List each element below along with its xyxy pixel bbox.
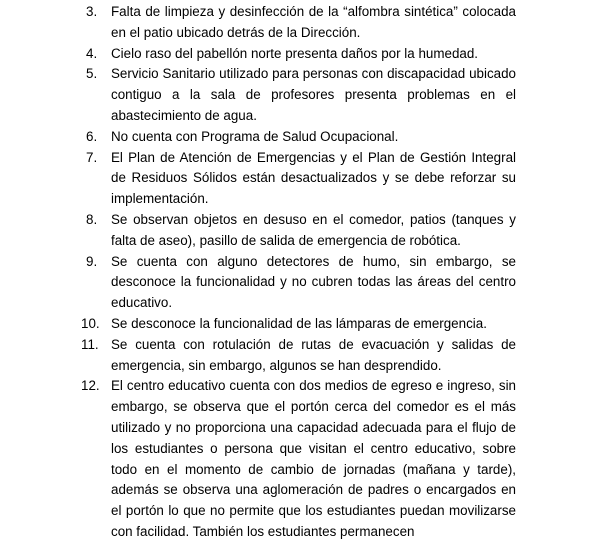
list-item [0,127,600,148]
item-number: 8. [86,211,98,227]
item-number: 9. [86,253,98,269]
item-text: Falta de limpieza y desinfección de la “alfombra sintética” colocada en el patio ubicado detrás de la Dirección. [111,4,516,40]
item-text: El Plan de Atención de Emergencias y el Plan de Gestión Integral de Residuos Sólidos están desactualizados y se debe reforzar su implementación. [111,149,516,207]
item-text: Se cuenta con rotulación de rutas de evacuación y salidas de emergencia, sin embargo, algunos se han desprendido. [111,336,516,373]
findings-list [0,2,600,543]
list-item [0,64,600,126]
item-number: 4. [86,45,98,61]
list-item [0,314,600,335]
item-number: 10. [81,315,100,331]
item-number: 11. [81,336,99,352]
item-text: No cuenta con Programa de Salud Ocupacional. [111,128,399,144]
list-item [0,148,600,210]
list-item [0,44,600,65]
list-item [0,252,600,314]
list-item [0,210,600,252]
item-text: Servicio Sanitario utilizado para personas con discapacidad ubicado contiguo a la sala de profesores presenta problemas en el abastecimiento de agua. [111,66,516,123]
item-number: 7. [86,149,98,165]
item-text: Se cuenta con alguno detectores de humo, sin embargo, se desconoce la funcionalidad y no cubren todas las áreas del centro educativo. [111,253,516,311]
item-text: El centro educativo cuenta con dos medios de egreso e ingreso, sin embargo, se observa que el portón cerca del comedor es el más utilizado y no proporciona una capacidad adecuada para el flujo de los estudiantes o persona que visitan el centro educativo, sobre todo en el momento de cambio de jornadas (mañana y tarde), además se observa una aglomeración de padres o encargados en el portón lo que no permite que los estudiantes puedan movilizarse con facilidad. También los estudiantes permanecen [111,378,516,539]
item-number: 3. [86,4,98,19]
list-item [0,2,600,44]
item-number: 5. [86,66,98,82]
item-text: Se desconoce la funcionalidad de las lámparas de emergencia. [111,315,487,331]
item-number: 6. [86,128,98,144]
list-item [0,376,600,542]
item-number: 12. [81,378,100,394]
item-text: Cielo raso del pabellón norte presenta daños por la humedad. [111,45,479,61]
item-text: Se observan objetos en desuso en el comedor, patios (tanques y falta de aseo), pasillo de salida de emergencia de robótica. [111,211,516,248]
list-item [0,335,600,377]
